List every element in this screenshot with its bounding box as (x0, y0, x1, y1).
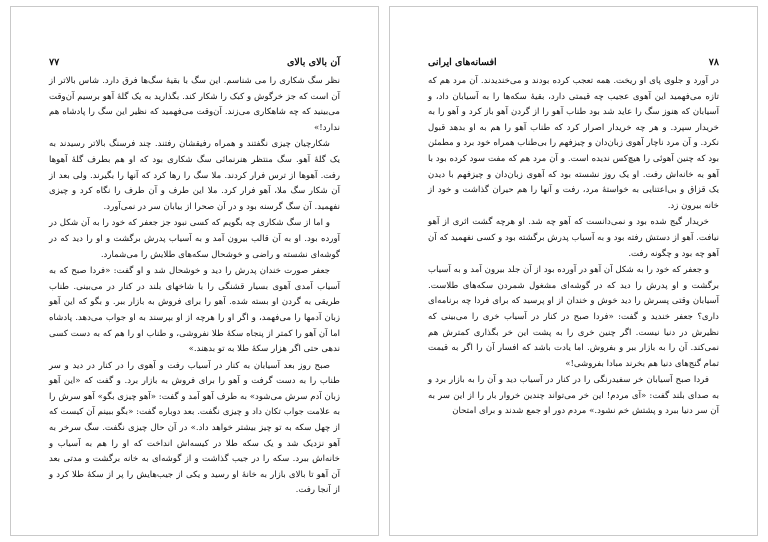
paragraph: و جعفر که خود را به شکل آن آهو در آورده بود از آن جلد بیرون آمد و به آسیاب برگشت و او پدرش را دید که در گوشه‌ای مشغول شمردن سکه‌های طلاست. آسیابان وقتی پسرش را دید خوش و خندان از او پرسید که برای فردا چه برنامه‌ای داری؟ جعفر خندید و گفت: «فردا صبح در کنار در آسیاب خری را می‌بینی که نظیرش در دنیا نیست. اگر چنین خری را به پشت این خر بگذاری کمترش هم نمی‌کند. آن را به بازار ببر و بفروش. اما یادت باشد که افسار آن را اگر به قیمت تمام گنج‌های دنیا هم بخرند مبادا بفروشی!» (428, 265, 719, 369)
paragraph: شکارچیان چیزی نگفتند و همراه رفیقشان رفتند. چند فرسنگ بالاتر رسیدند به یک گلهٔ آهو. سگ منتظر هنرنمائی سگ شکاری بود که او هم بطرف گلهٔ آهوها رفت. آهوها از ترس فرار کردند. ملا سگ را رها کرد که آنها را بگیرند. ولی بعد از آن شکار سگ ملا، آهو فرار کرد. ملا این طرف و آن طرف را نگاه کرد و چیزی نفهمید. آن سگ گرسنه بود و در آن صحرا از بیابان سر در نمی‌آورد. (49, 139, 340, 212)
paragraph: جعفر صورت خندان پدرش را دید و خوشحال شد و او گفت: «فردا صبح که به آسیاب آمدی آهوی بسیار قشنگی را با شاخهای بلند در کنار در می‌بینی. طناب طریقی به گردن او بسته شده. آهو را برای فروش به بازار ببر. و بگو که این آهو زبان آدمها را می‌فهمد، و اگر او را هرچه از او بپرسند به او جواب می‌دهد. پادشاه اما آن آهو را کمتر از پنجاه سکهٔ طلا نفروشی، و طناب او را هم که به دست کسی ندهی حتی اگر هزار سکهٔ طلا به تو بدهند.» (49, 266, 340, 355)
paragraph: در آورد و جلوی پای او ریخت. همه تعجب کرده بودند و می‌خندیدند. آن مرد هم که تازه می‌فهمید این آهوی عجیب چه قیمتی دارد، بقیهٔ سکه‌ها را به آسیابان داد، و آسیابان که هنوز سگ را عاید شد بود طناب آهو را از گردن آهو باز کرد و آهو را به خریدار سپرد. و هر چه خریدار اصرار کرد که طناب آهو را هم به او بدهد قبول نکرد. و آن مرد ناچار آهوی زبان‌دان و چیزفهم را بی‌طناب همراه خود برد و مطمئن بود که چنین آهوئی را هیچ‌کس ندیده است. و آن مرد هم که مفت سود کرده بود با آهو به خانه‌اش رفت. او یک روز نشسته بود که آهوی زبان‌دان و چیزفهم با دیدن یک قزاق و بی‌اعتنایی به خواستهٔ مرد، رفت و آنها را هم حیران گذاشت و خود از خانه بیرون زد. (427, 76, 719, 211)
page-header (49, 55, 340, 69)
page-body-text (428, 74, 719, 420)
book-page-right (389, 6, 758, 536)
page-number: ۷۷ (49, 56, 60, 68)
page-body-text (49, 74, 340, 499)
book-page-left (10, 6, 379, 536)
page-header-title: افسانه‌های ایرانی (428, 56, 497, 68)
page-header-title: آن بالای بالای (286, 56, 340, 68)
paragraph: خریدار گیج شده بود و نمی‌دانست که آهو چه شد. او هرچه گشت اثری از آهو نیافت. آهو از دستش رفته بود و به آسیاب پدرش برگشته بود و کسی نفهمید که آن آهو چه بود و چگونه رفت. (428, 217, 719, 259)
paragraph: فردا صبح آسیابان خر سفیدرنگی را در کنار در آسیاب دید و آن را به بازار برد و به صدای بلند گفت: «آی مردم! این خر می‌تواند چندین خروار بار را از این سر به آن سر دنیا ببرد و پشتش خم نشود.» مردم دور او جمع شدند و برای امتحان (428, 375, 719, 417)
page-header (428, 55, 719, 69)
paragraph: صبح روز بعد آسیابان به کنار در آسیاب رفت و آهوی را در کنار در دید و سر طناب را به دست گرفت و آهو را برای فروش به بازار برد. و گفت که «این آهو زبان آدم سرش می‌شود» به طرف آهو آمد و گفت: «آهو چیزی بگو» آهو سرش را به علامت جواب تکان داد و چیزی نگفت. بعد دوباره گفت: «بگو ببینم آن کیست که از چهل سکه به تو چیز بیشتر خواهد داد.» در آن حال چیزی نگفت. سگ سرخر به آهو نزدیک شد و یک سکه طلا در کیسه‌اش انداخت که او را هم به آسیاب و خانه‌اش ببرد. سکه را در جیب گذاشت و از گوشه‌ای به خانه برگشت و مدتی بعد آن آهو تا بالای بازار به خانهٔ او رسید و یکی از جیب‌هایش را پر از سکهٔ طلا کرد و از آنجا رفت. (49, 360, 340, 496)
paragraph: و اما از سگ شکاری چه بگویم که کسی نبود جز جعفر که خود را به آن شکل در آورده بود. او به آن قالب بیرون آمد و به آسیاب پدرش برگشت و او را دید که در گوشه‌ای نشسته و راضی و خوشحال سکه‌های طلایش را می‌شمارد. (49, 218, 340, 260)
paragraph: نظر سگ شکاری را می شناسم. این سگ با بقیهٔ سگ‌ها فرق دارد. شاس بالاتر از آن است که جز خرگوش و کبک را شکار کند. بگذارید به یک گلهٔ آهو برسیم آن‌وقت می‌بینید که چه شاهکاری می‌زند. آن‌وقت می‌فهمید که نظیر این سگ را پادشاه هم ندارد!» (49, 76, 340, 133)
page-number: ۷۸ (708, 56, 719, 68)
